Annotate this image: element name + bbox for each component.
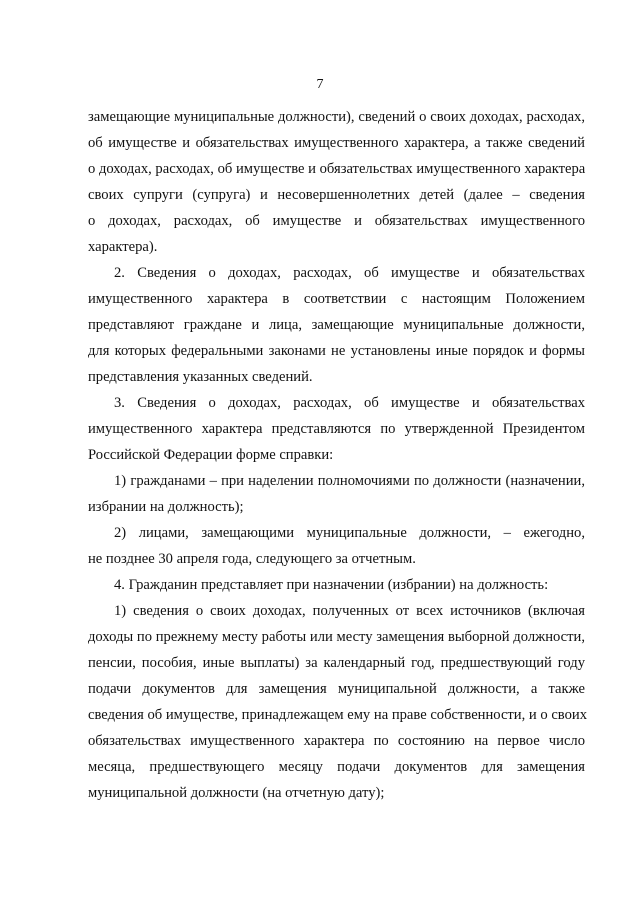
page-number: 7 (316, 77, 324, 92)
text-line: представляют граждане и лица, замещающие муниципальные должности, (88, 317, 585, 333)
text-line: избрании на должность); (88, 499, 244, 515)
text-line: характера). (88, 239, 158, 255)
text-line: об имуществе и обязательствах имущественного характера, а также сведений (88, 135, 585, 151)
paragraph-4-first-line: 4. Гражданин представляет при назначении (избрании) на должность: (114, 577, 549, 593)
text-line: сведения об имуществе, принадлежащем ему на праве собственности, и о своих (88, 707, 587, 723)
text-line: не позднее 30 апреля года, следующего за отчетным. (88, 551, 416, 567)
text-line: для которых федеральными законами не установлены иные порядок и формы (88, 343, 585, 359)
text-line: обязательствах имущественного характера по состоянию на первое число (88, 733, 585, 749)
text-line: своих супруги (супруга) и несовершеннолетних детей (далее – сведения (88, 187, 585, 203)
subitem-1-first-line: 1) гражданами – при наделении полномочиями по должности (назначении, (114, 473, 585, 489)
text-line: о доходах, расходах, об имуществе и обязательствах имущественного (88, 213, 585, 229)
text-line: подачи документов для замещения муниципальной должности, а также (88, 681, 585, 697)
paragraph-2-first-line: 2. Сведения о доходах, расходах, об имуществе и обязательствах (114, 265, 585, 281)
text-line: Российской Федерации форме справки: (88, 447, 334, 463)
text-line: представления указанных сведений. (88, 369, 313, 385)
subitem-2-first-line: 2) лицами, замещающими муниципальные должности, – ежегодно, (114, 525, 585, 541)
text-line: замещающие муниципальные должности), сведений о своих доходах, расходах, (88, 109, 585, 125)
text-line: доходы по прежнему месту работы или месту замещения выборной должности, (88, 629, 585, 645)
text-line: имущественного характера представляются по утвержденной Президентом (88, 421, 585, 437)
paragraph-3-first-line: 3. Сведения о доходах, расходах, об имуществе и обязательствах (114, 395, 585, 411)
text-line: пенсии, пособия, иные выплаты) за календарный год, предшествующий году (88, 655, 585, 671)
subitem-4-1-first-line: 1) сведения о своих доходах, полученных от всех источников (включая (114, 603, 585, 619)
text-line: месяца, предшествующего месяцу подачи документов для замещения (88, 759, 585, 775)
text-line: муниципальной должности (на отчетную дату); (88, 785, 385, 801)
text-line: о доходах, расходах, об имуществе и обязательствах имущественного характера (88, 161, 586, 177)
text-line: имущественного характера в соответствии с настоящим Положением (88, 291, 585, 307)
